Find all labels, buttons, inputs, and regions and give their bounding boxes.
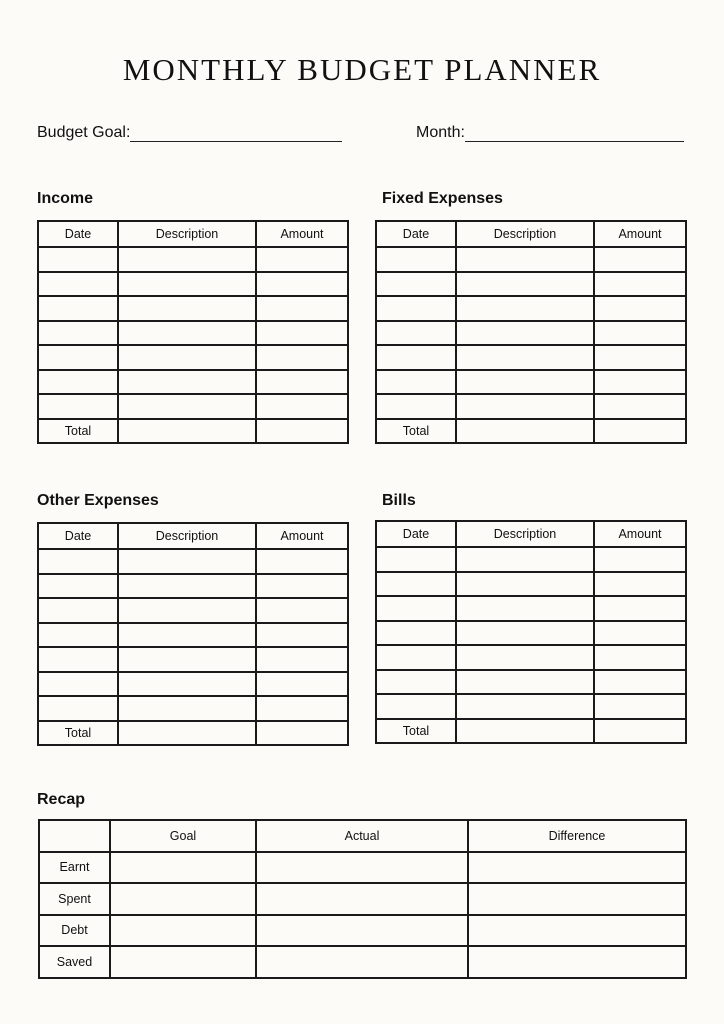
column-header: Description [456, 221, 594, 247]
entry-cell[interactable] [456, 296, 594, 321]
bills-table [375, 520, 687, 744]
recap-row-label: Debt [39, 915, 110, 947]
entry-cell[interactable] [256, 672, 348, 697]
entry-cell[interactable] [376, 572, 456, 597]
total-row [376, 719, 686, 744]
table-header-row [38, 523, 348, 549]
table-header-row [38, 221, 348, 247]
entry-cell[interactable] [118, 549, 256, 574]
entry-cell[interactable] [118, 672, 256, 697]
recap-row-label: Spent [39, 883, 110, 915]
table-row [376, 394, 686, 419]
recap-column-header: Actual [256, 820, 468, 852]
entry-cell[interactable] [376, 370, 456, 395]
table-row [376, 572, 686, 597]
table-header-row [376, 221, 686, 247]
table-row [38, 272, 348, 297]
column-header: Amount [256, 523, 348, 549]
entry-cell[interactable] [456, 321, 594, 346]
entry-cell[interactable] [594, 694, 686, 719]
recap-row [39, 883, 686, 915]
table-row [376, 694, 686, 719]
table-row [376, 321, 686, 346]
entry-cell[interactable] [594, 345, 686, 370]
entry-cell[interactable] [594, 247, 686, 272]
entry-cell[interactable] [38, 370, 118, 395]
fixed-expenses-table [375, 220, 687, 444]
entry-cell[interactable] [118, 321, 256, 346]
entry-cell[interactable] [118, 272, 256, 297]
total-cell[interactable] [118, 419, 256, 444]
entry-cell[interactable] [594, 296, 686, 321]
table-row [38, 549, 348, 574]
entry-cell[interactable] [376, 296, 456, 321]
column-header: Description [118, 523, 256, 549]
table-row [38, 321, 348, 346]
recap-table [38, 819, 687, 979]
entry-cell[interactable] [118, 296, 256, 321]
entry-cell[interactable] [456, 572, 594, 597]
recap-header-row [39, 820, 686, 852]
other-expenses-table [37, 522, 349, 746]
entry-cell[interactable] [456, 394, 594, 419]
entry-cell[interactable] [376, 247, 456, 272]
recap-column-header: Goal [110, 820, 256, 852]
entry-cell[interactable] [38, 345, 118, 370]
column-header: Amount [594, 521, 686, 547]
entry-cell[interactable] [376, 547, 456, 572]
total-row [38, 721, 348, 746]
budget-goal-label: Budget Goal: [37, 124, 131, 141]
budget-goal-line[interactable] [130, 119, 342, 142]
entry-cell[interactable] [38, 647, 118, 672]
budget-goal-field[interactable] [37, 119, 342, 142]
entry-cell[interactable] [118, 623, 256, 648]
entry-cell[interactable] [256, 623, 348, 648]
table-row [38, 345, 348, 370]
entry-cell[interactable] [118, 574, 256, 599]
recap-cell[interactable] [256, 915, 468, 947]
recap-cell[interactable] [468, 883, 686, 915]
entry-cell[interactable] [376, 596, 456, 621]
recap-cell[interactable] [110, 852, 256, 884]
entry-cell[interactable] [256, 598, 348, 623]
entry-cell[interactable] [38, 623, 118, 648]
recap-cell[interactable] [256, 946, 468, 978]
entry-cell[interactable] [456, 345, 594, 370]
entry-cell[interactable] [38, 296, 118, 321]
table-row [376, 547, 686, 572]
entry-cell[interactable] [256, 696, 348, 721]
entry-cell[interactable] [594, 621, 686, 646]
entry-cell[interactable] [594, 572, 686, 597]
table-row [38, 247, 348, 272]
table-row [376, 272, 686, 297]
entry-cell[interactable] [118, 598, 256, 623]
recap-row [39, 852, 686, 884]
total-label: Total [376, 419, 456, 444]
total-row [376, 419, 686, 444]
entry-cell[interactable] [376, 321, 456, 346]
entry-cell[interactable] [376, 694, 456, 719]
total-cell[interactable] [456, 419, 594, 444]
entry-cell[interactable] [456, 694, 594, 719]
income-title: Income [37, 190, 94, 207]
entry-cell[interactable] [256, 394, 348, 419]
column-header: Amount [256, 221, 348, 247]
entry-cell[interactable] [376, 345, 456, 370]
entry-cell[interactable] [376, 394, 456, 419]
entry-cell[interactable] [38, 696, 118, 721]
month-label: Month: [416, 124, 465, 141]
entry-cell[interactable] [256, 574, 348, 599]
entry-cell[interactable] [256, 247, 348, 272]
table-row [38, 394, 348, 419]
entry-cell[interactable] [456, 547, 594, 572]
table-row [376, 645, 686, 670]
entry-cell[interactable] [456, 370, 594, 395]
table-row [38, 574, 348, 599]
table-row [38, 370, 348, 395]
total-cell[interactable] [256, 419, 348, 444]
column-header: Date [38, 221, 118, 247]
recap-corner-cell [39, 820, 110, 852]
table-row [38, 647, 348, 672]
page-title: MONTHLY BUDGET PLANNER [122, 52, 602, 87]
entry-cell[interactable] [38, 321, 118, 346]
entry-cell[interactable] [118, 370, 256, 395]
column-header: Amount [594, 221, 686, 247]
total-label: Total [38, 419, 118, 444]
entry-cell[interactable] [594, 670, 686, 695]
entry-cell[interactable] [594, 272, 686, 297]
column-header: Date [376, 221, 456, 247]
entry-cell[interactable] [38, 598, 118, 623]
total-cell[interactable] [456, 719, 594, 744]
entry-cell[interactable] [38, 672, 118, 697]
other-expenses-title: Other Expenses [37, 492, 159, 509]
recap-cell[interactable] [468, 852, 686, 884]
month-line[interactable] [465, 119, 684, 142]
table-row [38, 696, 348, 721]
entry-cell[interactable] [38, 272, 118, 297]
table-row [376, 596, 686, 621]
entry-cell[interactable] [118, 394, 256, 419]
total-label: Total [38, 721, 118, 746]
recap-cell[interactable] [256, 852, 468, 884]
entry-cell[interactable] [376, 272, 456, 297]
total-cell[interactable] [594, 719, 686, 744]
income-table [37, 220, 349, 444]
entry-cell[interactable] [594, 645, 686, 670]
table-row [376, 370, 686, 395]
entry-cell[interactable] [256, 370, 348, 395]
entry-cell[interactable] [456, 621, 594, 646]
entry-cell[interactable] [376, 621, 456, 646]
entry-cell[interactable] [594, 394, 686, 419]
table-row [376, 670, 686, 695]
column-header: Description [118, 221, 256, 247]
entry-cell[interactable] [594, 596, 686, 621]
entry-cell[interactable] [38, 574, 118, 599]
table-row [38, 672, 348, 697]
month-field[interactable] [416, 119, 684, 142]
entry-cell[interactable] [38, 247, 118, 272]
entry-cell[interactable] [256, 272, 348, 297]
entry-cell[interactable] [38, 549, 118, 574]
entry-cell[interactable] [256, 345, 348, 370]
entry-cell[interactable] [594, 547, 686, 572]
total-label: Total [376, 719, 456, 744]
total-cell[interactable] [594, 419, 686, 444]
table-row [376, 345, 686, 370]
table-row [376, 621, 686, 646]
recap-column-header: Difference [468, 820, 686, 852]
total-row [38, 419, 348, 444]
entry-cell[interactable] [256, 647, 348, 672]
recap-row-label: Earnt [39, 852, 110, 884]
entry-cell[interactable] [456, 272, 594, 297]
entry-cell[interactable] [118, 696, 256, 721]
recap-cell[interactable] [110, 915, 256, 947]
table-row [376, 296, 686, 321]
table-row [376, 247, 686, 272]
entry-cell[interactable] [376, 670, 456, 695]
entry-cell[interactable] [256, 296, 348, 321]
recap-cell[interactable] [468, 946, 686, 978]
entry-cell[interactable] [376, 645, 456, 670]
fixed-expenses-title: Fixed Expenses [382, 190, 503, 207]
entry-cell[interactable] [118, 247, 256, 272]
entry-cell[interactable] [256, 321, 348, 346]
recap-cell[interactable] [256, 883, 468, 915]
column-header: Date [38, 523, 118, 549]
entry-cell[interactable] [456, 247, 594, 272]
entry-cell[interactable] [456, 670, 594, 695]
total-cell[interactable] [118, 721, 256, 746]
table-row [38, 296, 348, 321]
recap-cell[interactable] [110, 946, 256, 978]
entry-cell[interactable] [118, 647, 256, 672]
table-header-row [376, 521, 686, 547]
entry-cell[interactable] [456, 596, 594, 621]
recap-row [39, 946, 686, 978]
table-row [38, 623, 348, 648]
bills-title: Bills [382, 492, 416, 509]
entry-cell[interactable] [38, 394, 118, 419]
entry-cell[interactable] [118, 345, 256, 370]
total-cell[interactable] [256, 721, 348, 746]
recap-cell[interactable] [468, 915, 686, 947]
recap-title: Recap [37, 791, 86, 808]
entry-cell[interactable] [594, 370, 686, 395]
column-header: Date [376, 521, 456, 547]
recap-row-label: Saved [39, 946, 110, 978]
recap-row [39, 915, 686, 947]
column-header: Description [456, 521, 594, 547]
entry-cell[interactable] [256, 549, 348, 574]
entry-cell[interactable] [594, 321, 686, 346]
entry-cell[interactable] [456, 645, 594, 670]
table-row [38, 598, 348, 623]
recap-cell[interactable] [110, 883, 256, 915]
